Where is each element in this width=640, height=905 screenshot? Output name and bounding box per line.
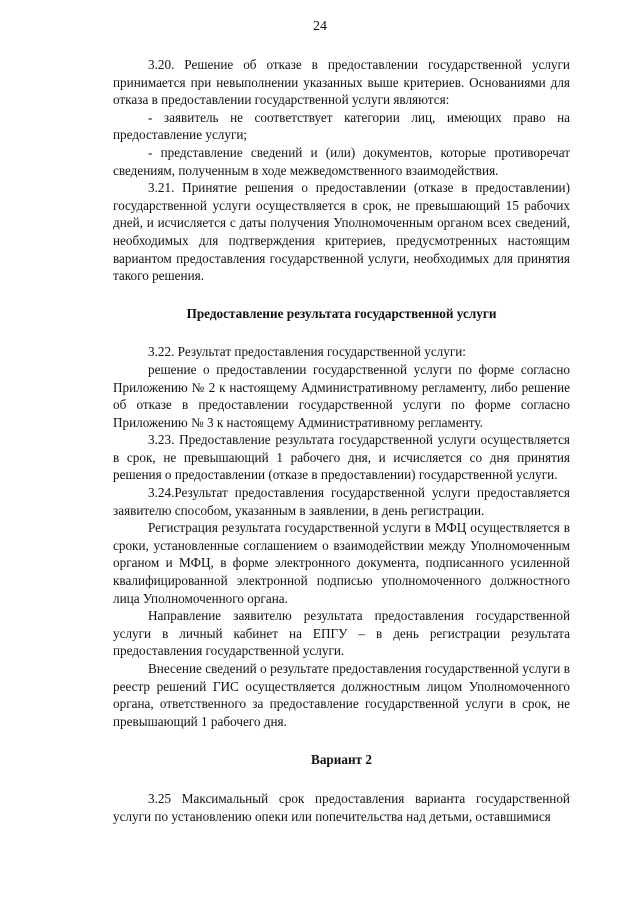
paragraph-3-21: 3.21. Принятие решения о предоставлении (отказе в предоставлении) государственной услуги осуществляется в срок, не превышающий 15 рабочих дней, и исчисляется с даты получения Уполномоченным органом всех сведений, необходимых для подтверждения критериев, предусмотренных настоящим вариантом предоставления государственной услуги, необходимых для принятия такого решения. [113, 180, 570, 284]
list-item: - заявитель не соответствует категории лиц, имеющих право на предоставление услуги; [113, 109, 570, 143]
paragraph-3-24: 3.24.Результат предоставления государственной услуги предоставляется заявителю способом, указанным в заявлении, в день регистрации. [113, 485, 570, 518]
paragraph-3-25: 3.25 Максимальный срок предоставления варианта государственной услуги по установлению опеки или попечительства над детьми, оставшимися [113, 790, 570, 824]
refusal-grounds-list [113, 109, 570, 179]
paragraph-direction: Направление заявителю результата предоставления государственной услуги в личный кабинет на ЕПГУ – в день регистрации результата предоставления государственной услуги. [113, 608, 570, 659]
paragraph-registration: Регистрация результата государственной услуги в МФЦ осуществляется в сроки, установленные соглашением о взаимодействии между Уполномоченным органом и МФЦ, в форме электронного документа, подписанного усиленной квалифицированной электронной подписью уполномоченного должностного лица Уполномоченного органа. [113, 520, 570, 606]
section-heading-variant: Вариант 2 [311, 752, 372, 768]
paragraph-3-20: 3.20. Решение об отказе в предоставлении государственной услуги принимается при невыполнении указанных выше критериев. Основаниями для отказа в предоставлении государственной услуги являются: [113, 57, 570, 108]
paragraph-3-22: 3.22. Результат предоставления государственной услуги: [148, 344, 466, 360]
document-body [113, 56, 570, 825]
paragraph-3-23: 3.23. Предоставление результата государственной услуги осуществляется в срок, не превышающий 1 рабочего дня, и исчисляется со дня принятия решения о предоставлении (отказе в предоставлении) государственной услуги. [113, 432, 570, 483]
page-number: 24 [313, 19, 327, 34]
section-heading-result: Предоставление результата государственной услуги [186, 305, 497, 321]
paragraph-entry: Внесение сведений о результате предоставления государственной услуги в реестр решений ГИС осуществляется должностным лицом Уполномоченного органа, ответственного за предоставление государственной услуги в срок, не превышающий 1 рабочего дня. [113, 661, 570, 729]
paragraph-3-22-body: решение о предоставлении государственной услуги по форме согласно Приложению № 2 к настоящему Административному регламенту, либо решение об отказе в предоставлении государственной услуги по форме согласно Приложению № 3 к настоящему Административному регламенту. [113, 361, 570, 430]
list-item: - представление сведений и (или) документов, которые противоречат сведениям, полученным в ходе межведомственного взаимодействия. [113, 144, 570, 178]
